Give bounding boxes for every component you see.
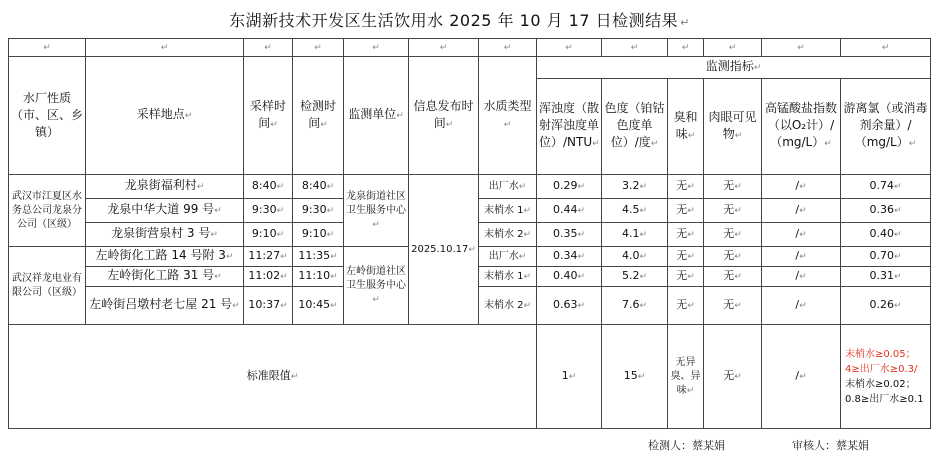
visible-cell: 无↵: [704, 287, 762, 325]
water-type-cell: 出厂水↵: [479, 175, 537, 199]
footer-tester: 检测人：蔡某娟: [648, 439, 725, 452]
limit-turbidity: 1↵: [537, 325, 602, 429]
visible-cell: 无↵: [704, 223, 762, 247]
blank-cell: ↵: [841, 39, 931, 57]
turbidity-cell: 0.29↵: [537, 175, 602, 199]
publish-time-cell: 2025.10.17↵: [409, 175, 479, 325]
limit-odor: 无异臭、异味↵: [668, 325, 704, 429]
odor-cell: 无↵: [668, 223, 704, 247]
turbidity-cell: 0.63↵: [537, 287, 602, 325]
table-row: [9, 175, 931, 199]
site-cell: 左岭街化工路 14 号附 3↵: [86, 247, 244, 267]
header-permanganate: 高锰酸盐指数（以O₂计）/（mg/L）↵: [762, 79, 841, 175]
odor-cell: 无↵: [668, 199, 704, 223]
permanganate-cell: /↵: [762, 247, 841, 267]
header-site: 采样地点↵: [86, 57, 244, 175]
turbidity-cell: 0.35↵: [537, 223, 602, 247]
chlorine-cell: 0.36↵: [841, 199, 931, 223]
limit-chlorine-red: 末梢水≥0.05；4≥出厂水≥0.3/: [845, 348, 918, 375]
header-indicators: 监测指标↵: [537, 57, 931, 79]
chlorine-cell: 0.70↵: [841, 247, 931, 267]
header-unit: 监测单位↵: [344, 57, 409, 175]
permanganate-cell: /↵: [762, 287, 841, 325]
test-time-cell: 9:10↵: [293, 223, 344, 247]
visible-cell: 无↵: [704, 267, 762, 287]
visible-cell: 无↵: [704, 247, 762, 267]
permanganate-cell: /↵: [762, 175, 841, 199]
plant-cell: 武汉市江夏区水务总公司龙泉分公司（区级）: [9, 175, 86, 247]
limits-label: 标准限值↵: [9, 325, 537, 429]
sample-time-cell: 11:27↵: [244, 247, 293, 267]
blank-cell: ↵: [9, 39, 86, 57]
sample-time-cell: 11:02↵: [244, 267, 293, 287]
water-type-cell: 末梢水 2↵: [479, 287, 537, 325]
sample-time-cell: 9:30↵: [244, 199, 293, 223]
header-chlorine: 游离氯（或消毒剂余量）/（mg/L）↵: [841, 79, 931, 175]
page-title: [0, 8, 919, 31]
plant-cell: 武汉祥龙电业有限公司（区级）: [9, 247, 86, 325]
permanganate-cell: /↵: [762, 267, 841, 287]
permanganate-cell: /↵: [762, 223, 841, 247]
title-text: 东湖新技术开发区生活饮用水 2025 年 10 月 17 日检测结果: [229, 11, 679, 30]
blank-cell: ↵: [293, 39, 344, 57]
sample-time-cell: 8:40↵: [244, 175, 293, 199]
test-time-cell: 9:30↵: [293, 199, 344, 223]
sample-time-cell: 9:10↵: [244, 223, 293, 247]
permanganate-cell: /↵: [762, 199, 841, 223]
blank-cell: ↵: [537, 39, 602, 57]
water-type-cell: 出厂水↵: [479, 247, 537, 267]
site-cell: 龙泉中华大道 99 号↵: [86, 199, 244, 223]
results-table: [8, 38, 931, 429]
water-type-cell: 末梢水 2↵: [479, 223, 537, 247]
unit-cell: 龙泉街道社区卫生服务中心↵: [344, 175, 409, 247]
limit-permanganate: /↵: [762, 325, 841, 429]
blank-cell: ↵: [86, 39, 244, 57]
blank-cell: ↵: [668, 39, 704, 57]
test-time-cell: 8:40↵: [293, 175, 344, 199]
blank-cell: ↵: [762, 39, 841, 57]
header-water-type: 水质类型↵: [479, 57, 537, 175]
visible-cell: 无↵: [704, 199, 762, 223]
limit-chlorine: [841, 325, 931, 429]
limit-chlorine-black: 末梢水≥0.02；0.8≥出厂水≥0.1: [845, 378, 924, 405]
header-turbidity: 浑浊度（散射浑浊度单位）/NTU↵: [537, 79, 602, 175]
header-publish-time: 信息发布时间↵: [409, 57, 479, 175]
odor-cell: 无↵: [668, 175, 704, 199]
test-time-cell: 11:35↵: [293, 247, 344, 267]
blank-row: [9, 39, 931, 57]
test-time-cell: 11:10↵: [293, 267, 344, 287]
turbidity-cell: 0.44↵: [537, 199, 602, 223]
color-cell: 4.1↵: [602, 223, 668, 247]
chlorine-cell: 0.40↵: [841, 223, 931, 247]
turbidity-cell: 0.40↵: [537, 267, 602, 287]
color-cell: 5.2↵: [602, 267, 668, 287]
header-odor: 臭和味↵: [668, 79, 704, 175]
water-type-cell: 末梢水 1↵: [479, 199, 537, 223]
footer-reviewer: 审核人：蔡某娟: [792, 439, 869, 452]
site-cell: 左岭街吕墩村老七屋 21 号↵: [86, 287, 244, 325]
color-cell: 4.0↵: [602, 247, 668, 267]
header-plant: 水厂性质（市、区、乡镇）: [9, 57, 86, 175]
header-test-time: 检测时间↵: [293, 57, 344, 175]
water-type-cell: 末梢水 1↵: [479, 267, 537, 287]
unit-cell: 左岭街道社区卫生服务中心↵: [344, 247, 409, 325]
limit-visible: 无↵: [704, 325, 762, 429]
header-visible-matter: 肉眼可见物↵: [704, 79, 762, 175]
odor-cell: 无↵: [668, 287, 704, 325]
color-cell: 3.2↵: [602, 175, 668, 199]
chlorine-cell: 0.31↵: [841, 267, 931, 287]
chlorine-cell: 0.26↵: [841, 287, 931, 325]
color-cell: 7.6↵: [602, 287, 668, 325]
odor-cell: 无↵: [668, 247, 704, 267]
blank-cell: ↵: [344, 39, 409, 57]
blank-cell: ↵: [479, 39, 537, 57]
blank-cell: ↵: [409, 39, 479, 57]
site-cell: 龙泉街福利村↵: [86, 175, 244, 199]
color-cell: 4.5↵: [602, 199, 668, 223]
header-sample-time: 采样时间↵: [244, 57, 293, 175]
blank-cell: ↵: [704, 39, 762, 57]
header-color: 色度（铂钴色度单位）/度↵: [602, 79, 668, 175]
site-cell: 龙泉街营泉村 3 号↵: [86, 223, 244, 247]
odor-cell: 无↵: [668, 267, 704, 287]
limits-row: [9, 325, 931, 429]
visible-cell: 无↵: [704, 175, 762, 199]
turbidity-cell: 0.34↵: [537, 247, 602, 267]
sample-time-cell: 10:37↵: [244, 287, 293, 325]
blank-cell: ↵: [602, 39, 668, 57]
limit-color: 15↵: [602, 325, 668, 429]
test-time-cell: 10:45↵: [293, 287, 344, 325]
site-cell: 左岭街化工路 31 号↵: [86, 267, 244, 287]
paragraph-mark: ↵: [680, 16, 690, 29]
blank-cell: ↵: [244, 39, 293, 57]
chlorine-cell: 0.74↵: [841, 175, 931, 199]
